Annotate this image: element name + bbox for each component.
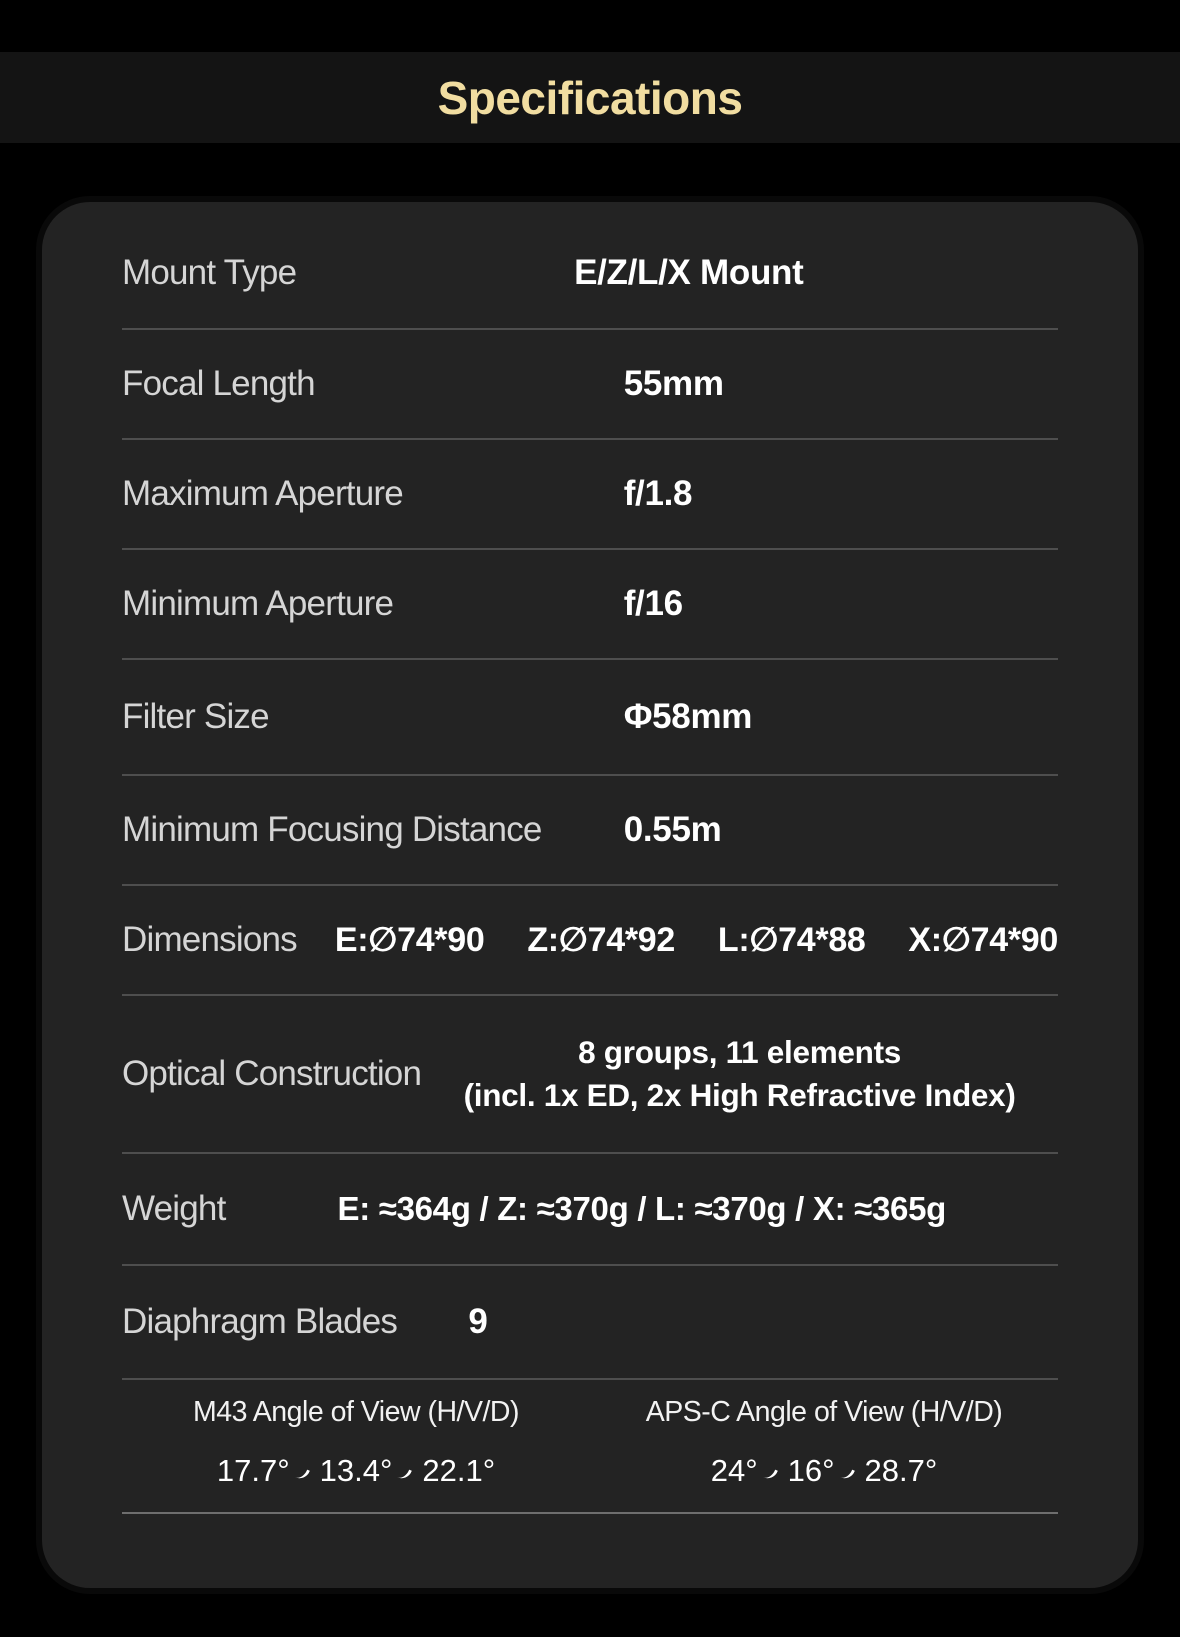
angle-m43-d: 22.1°	[422, 1453, 496, 1488]
weight-label: Weight	[122, 1189, 226, 1228]
ideographic-comma	[764, 1467, 774, 1481]
optical-construction-line1: 8 groups, 11 elements	[578, 1033, 901, 1070]
filter-size-label: Filter Size	[122, 697, 269, 736]
maximum-aperture-label: Maximum Aperture	[122, 474, 403, 513]
spec-row-filter-size	[122, 660, 1058, 776]
spec-row-maximum-aperture	[122, 440, 1058, 550]
angle-m43-v: 13.4°	[319, 1453, 393, 1488]
header-band	[0, 52, 1180, 143]
dimensions-label: Dimensions	[122, 920, 297, 959]
angle-apsc-v: 16°	[787, 1453, 835, 1488]
minimum-focusing-distance-label: Minimum Focusing Distance	[122, 810, 542, 849]
ideographic-comma	[296, 1467, 306, 1481]
spec-row-minimum-focusing-distance	[122, 776, 1058, 886]
spec-card	[42, 202, 1138, 1588]
angle-apsc-values	[711, 1453, 938, 1489]
mount-type-value: E/Z/L/X Mount	[574, 253, 804, 292]
angle-m43-values	[217, 1453, 495, 1489]
focal-length-value: 55mm	[623, 364, 724, 403]
spec-row-angle-of-view	[122, 1380, 1058, 1514]
dimensions-value-x: X:∅74*90	[908, 921, 1058, 959]
spec-row-mount-type	[122, 202, 1058, 330]
ideographic-comma	[398, 1467, 408, 1481]
filter-size-value: Φ58mm	[623, 697, 753, 736]
spec-row-focal-length	[122, 330, 1058, 440]
spec-row-diaphragm-blades	[122, 1266, 1058, 1380]
minimum-focusing-distance-value: 0.55m	[623, 810, 722, 849]
diaphragm-blades-label: Diaphragm Blades	[122, 1302, 398, 1341]
angle-m43-h: 17.7°	[216, 1453, 290, 1488]
spec-row-minimum-aperture	[122, 550, 1058, 660]
angle-apsc-label: APS-C Angle of View (H/V/D)	[645, 1396, 1003, 1428]
angle-of-view-m43	[122, 1380, 590, 1512]
focal-length-label: Focal Length	[122, 364, 315, 403]
angle-m43-label: M43 Angle of View (H/V/D)	[193, 1396, 519, 1428]
optical-construction-value	[421, 1031, 1058, 1118]
angle-of-view-apsc	[590, 1380, 1058, 1512]
dimensions-value-l: L:∅74*88	[717, 921, 866, 959]
page-title: Specifications	[437, 71, 743, 124]
angle-apsc-d: 28.7°	[864, 1453, 938, 1488]
minimum-aperture-value: f/16	[623, 584, 683, 623]
card-bottom-space	[122, 1514, 1058, 1586]
weight-value: E: ≈364g / Z: ≈370g / L: ≈370g / X: ≈365g	[337, 1190, 946, 1227]
dimensions-value-z: Z:∅74*92	[527, 921, 675, 959]
dimensions-value-e: E:∅74*90	[334, 921, 485, 959]
spec-row-optical-construction	[122, 996, 1058, 1154]
angle-apsc-h: 24°	[710, 1453, 758, 1488]
spec-row-dimensions	[122, 886, 1058, 996]
optical-construction-line2: (incl. 1x ED, 2x High Refractive Index)	[463, 1077, 1016, 1113]
ideographic-comma	[841, 1467, 851, 1481]
minimum-aperture-label: Minimum Aperture	[122, 584, 394, 623]
mount-type-label: Mount Type	[122, 253, 297, 292]
diaphragm-blades-value: 9	[468, 1302, 488, 1341]
spec-row-weight	[122, 1154, 1058, 1266]
dimensions-values	[335, 920, 1058, 960]
maximum-aperture-value: f/1.8	[623, 474, 693, 513]
optical-construction-label: Optical Construction	[122, 1054, 422, 1093]
